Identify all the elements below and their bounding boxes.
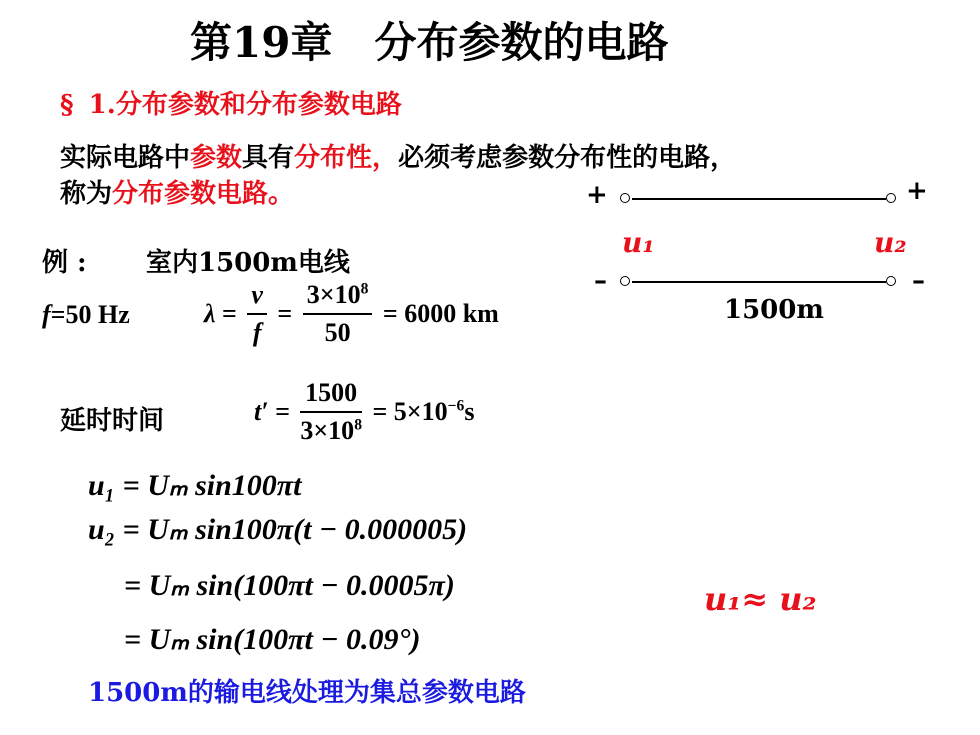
conclusion: 1500m的输电线处理为集总参数电路 bbox=[88, 678, 526, 708]
section-title: 1.分布参数和分布参数电路 bbox=[88, 90, 402, 120]
terminal-top-right bbox=[886, 193, 896, 203]
equation-u2-degrees: = Uₘ sin(100πt − 0.09°) bbox=[124, 623, 421, 656]
frequency: f=50 Hz bbox=[42, 300, 130, 329]
line-length: 1500m bbox=[724, 295, 824, 325]
page-title: 第19章 分布参数的电路 bbox=[190, 18, 669, 67]
terminal-bottom-right bbox=[886, 276, 896, 286]
terminal-top-left bbox=[620, 193, 630, 203]
section-heading bbox=[60, 84, 402, 121]
intro-line-2: 称为分布参数电路。 bbox=[60, 179, 295, 209]
delay-label: 延时时间 bbox=[60, 406, 165, 436]
example-label: 例 : bbox=[42, 248, 87, 278]
plus-right: + bbox=[906, 176, 928, 206]
terminal-bottom-left bbox=[620, 276, 630, 286]
wavelength-formula: λ = $\frac{v}{f}$ = $\frac{3\times 10^8}{50}$ = 6000 km bbox=[204, 280, 499, 347]
u1-label: u₁ bbox=[622, 226, 655, 259]
delay-formula: t′ = $\frac{1500}{3\times 10^8}$ = $5\times 10^{-6}s$ bbox=[254, 378, 475, 445]
minus-right: – bbox=[912, 266, 925, 296]
intro-line-1: 实际电路中参数具有分布性，必须考虑参数分布性的电路， bbox=[60, 143, 737, 173]
plus-left: + bbox=[586, 180, 608, 210]
u2-label: u₂ bbox=[874, 226, 907, 259]
section-mark: § bbox=[60, 90, 74, 120]
wire-top bbox=[632, 198, 886, 200]
equation-u1: u₁ = Uₘ sin100πt bbox=[88, 469, 302, 502]
intro-paragraph bbox=[60, 140, 736, 212]
minus-left: – bbox=[594, 266, 607, 296]
equation-u2: u₂ = Uₘ sin100π(t − 0.000005) bbox=[88, 513, 468, 546]
equation-u2-phase: = Uₘ sin(100πt − 0.0005π) bbox=[124, 569, 455, 602]
wire-bottom bbox=[632, 281, 886, 283]
approx-relation: u₁≈ u₂ bbox=[704, 580, 817, 618]
example-desc: 室内1500m电线 bbox=[146, 248, 350, 278]
